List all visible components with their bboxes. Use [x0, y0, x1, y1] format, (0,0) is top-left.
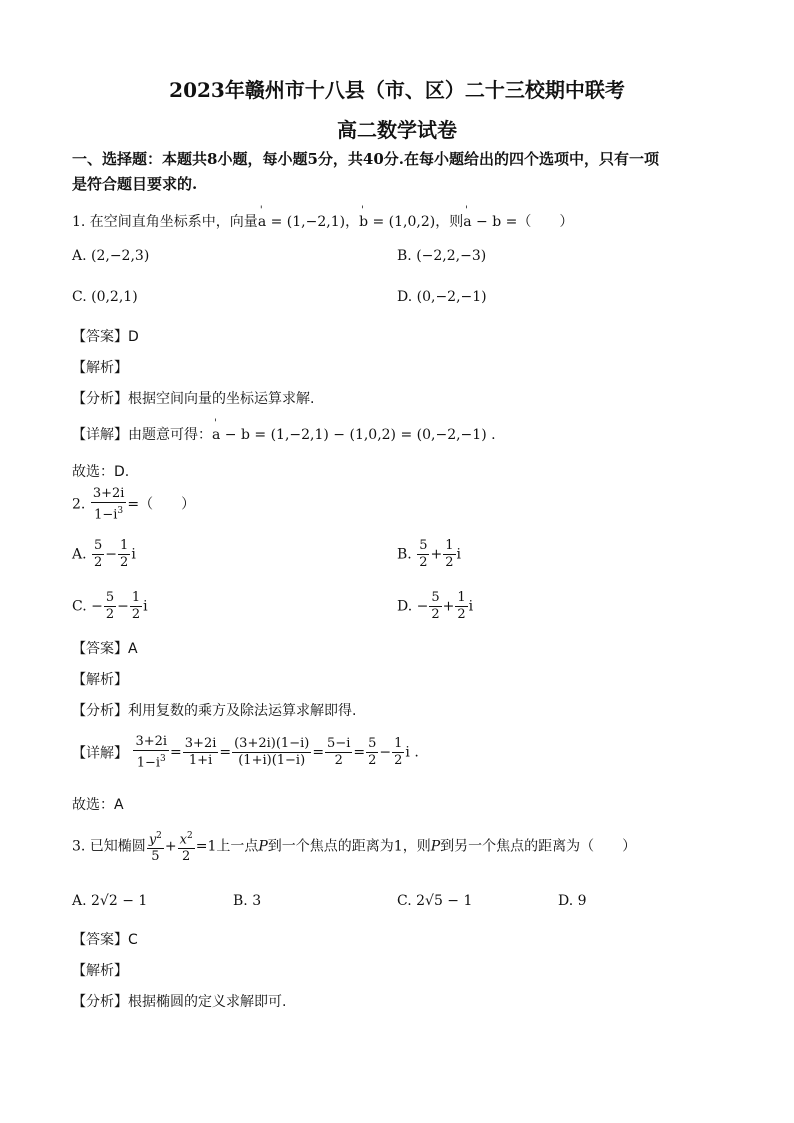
- q2-answer: 【答案】A: [72, 641, 138, 657]
- q1-stem-text: 1. 在空间直角坐标系中，向量: [72, 214, 258, 230]
- q1-jiexi: 【解析】: [72, 360, 128, 376]
- q1-answer: 【答案】D: [72, 329, 139, 345]
- section-heading-line1: 一、选择题：本题共8小题，每小题5分，共40分.在每小题给出的四个选项中，只有一项: [72, 150, 659, 168]
- q2-number: 2.: [72, 496, 86, 513]
- q2-fraction: [91, 486, 127, 523]
- q2-option-c: C. − $\frac{5}{2}$ − $\frac{1}{2}$ i: [72, 590, 148, 622]
- q3-option-b: B. 3: [233, 893, 262, 909]
- q1-option-d: D. (0,−2,−1): [397, 289, 487, 305]
- q1-detail-label: 【详解】由题意可得：: [72, 427, 212, 443]
- q3-stem: 3. 已知椭圆 $\frac{y^2}{5}$ + $\frac{x^2}{2}$ =1上一点P到一个焦点的距离为1，则P到另一个焦点的距离为（ ）: [72, 828, 636, 865]
- q2-jiexi: 【解析】: [72, 672, 128, 688]
- q2-option-b: B. $\frac{5}{2}$ + $\frac{1}{2}$ i: [397, 538, 461, 570]
- q2-analysis: 【分析】利用复数的乘方及除法运算求解即得.: [72, 703, 357, 719]
- q2-option-a: A. $\frac{5}{2}$ − $\frac{1}{2}$ i: [72, 538, 136, 570]
- q3-option-d: D. 9: [558, 893, 587, 909]
- q2-tail: =（ ）: [127, 496, 196, 513]
- q1-detail-math: ' a − b = (1,−2,1) − (1,0,2) = (0,−2,−1) .: [212, 427, 496, 443]
- q1-option-c: C. (0,2,1): [72, 289, 138, 305]
- q3-jiexi: 【解析】: [72, 963, 128, 979]
- q1-stem-text-b: ，则: [435, 214, 464, 230]
- q2-detail-label: 【详解】: [72, 745, 128, 762]
- q1-separator: ，: [345, 214, 360, 230]
- q1-expression: ' a − b =: [463, 214, 517, 230]
- q1-vector-b: ' b = (1,0,2): [359, 214, 435, 230]
- q1-stem: [72, 211, 573, 231]
- q3-option-c: C. 2√5 − 1: [397, 893, 473, 909]
- q3-answer: 【答案】C: [72, 932, 138, 948]
- q1-vector-a: ' a = (1,−2,1): [258, 214, 345, 230]
- section-heading-line2: 是符合题目要求的.: [72, 175, 198, 193]
- q1-choose: 故选：D.: [72, 464, 130, 480]
- exam-title: 2023年赣州市十八县（市、区）二十三校期中联考: [169, 78, 625, 102]
- q3-analysis: 【分析】根据椭圆的定义求解即可.: [72, 994, 287, 1010]
- exam-subtitle: 高二数学试卷: [337, 118, 457, 142]
- q1-analysis: 【分析】根据空间向量的坐标运算求解.: [72, 391, 315, 407]
- q1-option-b: B. (−2,2,−3): [397, 248, 487, 264]
- q2-option-d: D. − $\frac{5}{2}$ + $\frac{1}{2}$ i: [397, 590, 474, 622]
- q2-stem: [72, 486, 195, 523]
- q1-option-a: A. (2,−2,3): [72, 248, 150, 264]
- q3-option-a: A. 2√2 − 1: [72, 893, 148, 909]
- q1-detail: [72, 424, 496, 444]
- q3-stem-a: 3. 已知椭圆: [72, 838, 146, 855]
- q2-detail: 【详解】 $\frac{3+2i}{1-i^3}$ = $\frac{3+2i}{1+i}$ = $\frac{(3+2i)(1-i)}{(1+i)(1-i)}$ = $\frac{5-i}{2}$ = $\frac{5}{2}$ − $\frac{1}{2}$ i .: [72, 734, 419, 771]
- q2-frac-den: $1-i^3$: [94, 506, 124, 523]
- q2-frac-num: 3+2i: [92, 486, 125, 501]
- q1-paren: （ ）: [517, 214, 574, 230]
- q2-choose: 故选：A: [72, 797, 124, 813]
